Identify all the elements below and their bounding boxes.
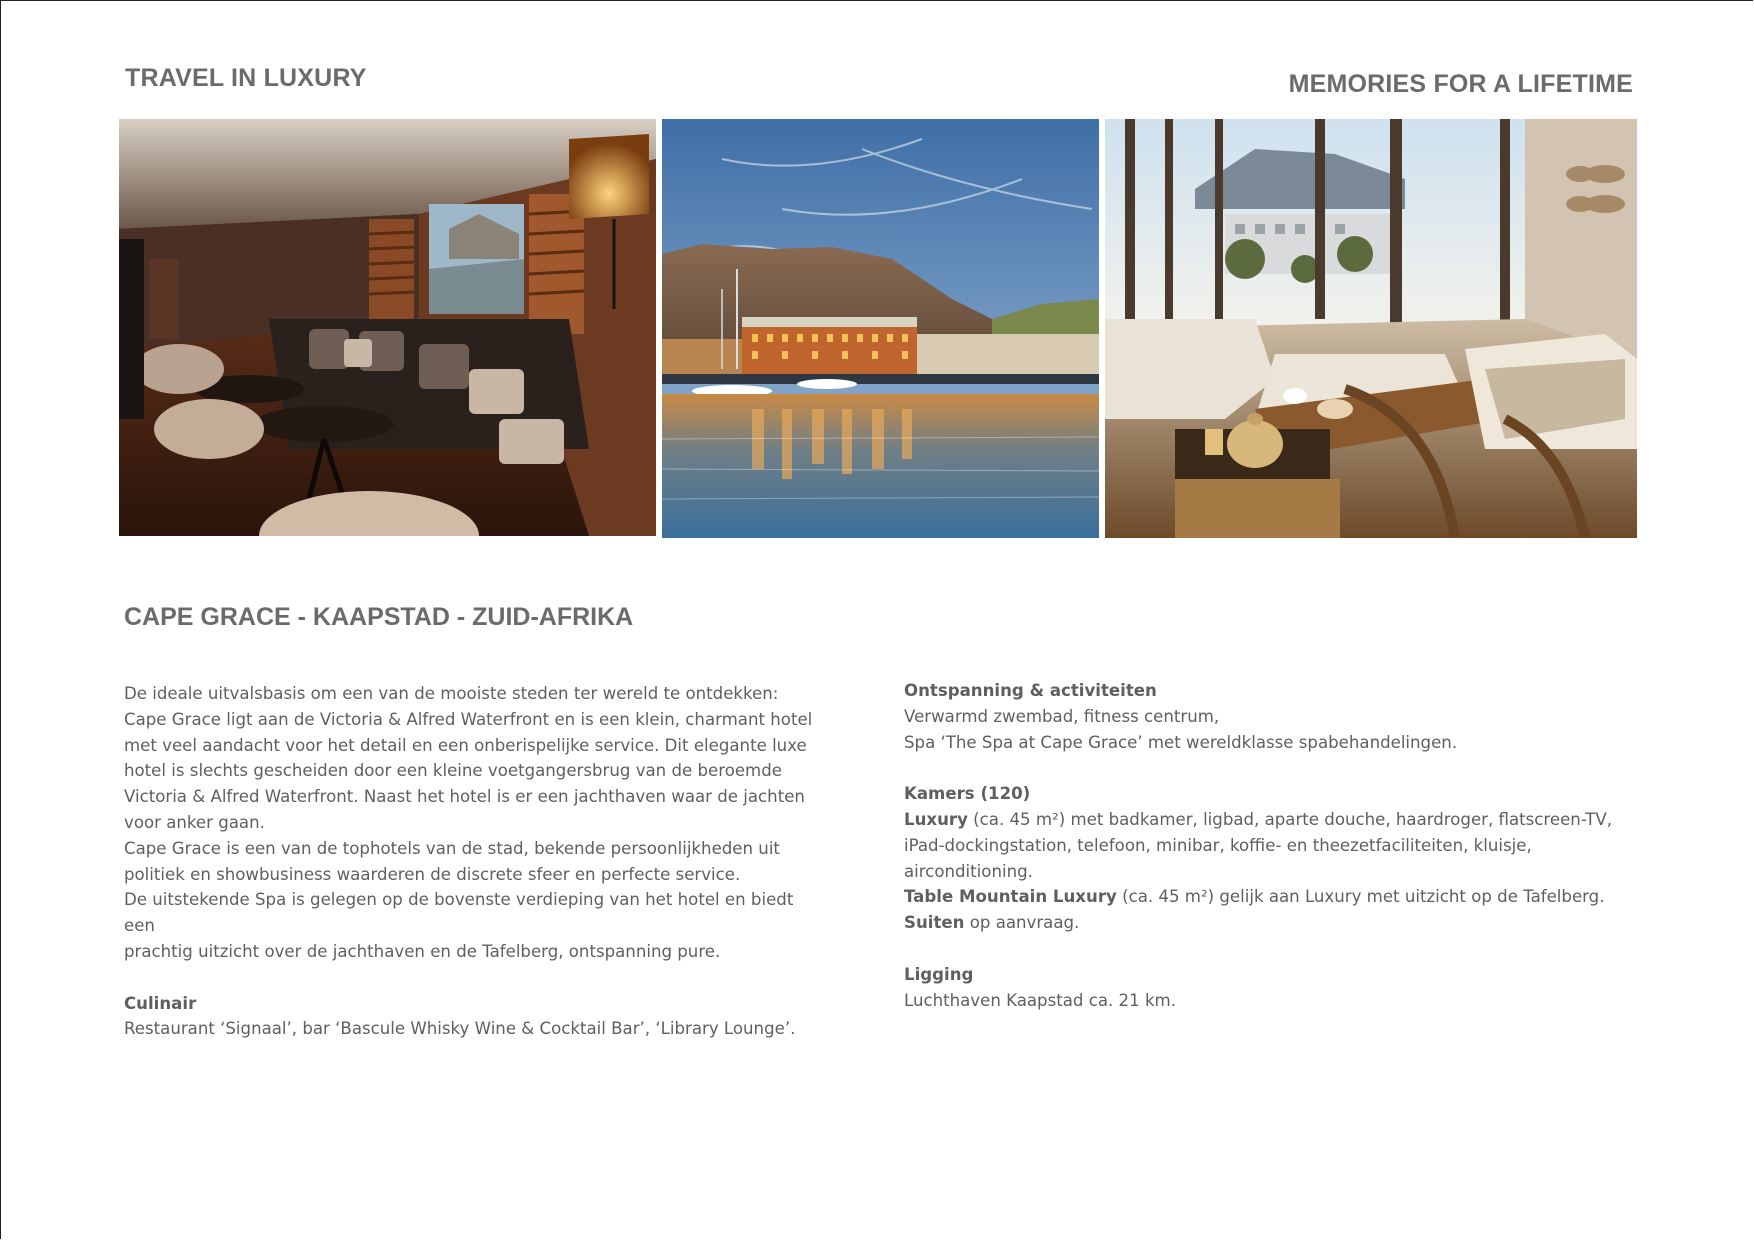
suiten-label: Suiten: [904, 913, 965, 933]
ontspanning-line: Verwarmd zwembad, fitness centrum,: [904, 706, 1220, 726]
intro-line: politiek en showbusiness waarderen de discrete sfeer en perfecte service.: [124, 864, 741, 884]
details-column: [904, 678, 1624, 1013]
kamers-heading: Kamers (120): [904, 784, 1031, 804]
luxury-text: airconditioning.: [904, 861, 1033, 881]
spa-photo: [1105, 119, 1637, 538]
table-mountain-text: (ca. 45 m²) gelijk aan Luxury met uitzicht op de Tafelberg.: [1116, 887, 1605, 907]
luxury-text: iPad-dockingstation, telefoon, minibar, koffie- en theezetfaciliteiten, kluisje,: [904, 835, 1532, 855]
intro-line: Cape Grace ligt aan de Victoria & Alfred Waterfront en is een klein, charmant hotel: [124, 709, 813, 729]
hotel-title: CAPE GRACE - KAAPSTAD - ZUID-AFRIKA: [124, 603, 634, 631]
intro-line: prachtig uitzicht over de jachthaven en de Tafelberg, ontspanning pure.: [124, 941, 721, 961]
intro-line: hotel is slechts gescheiden door een kleine voetgangersbrug van de beroemde: [124, 761, 782, 781]
intro-line: Victoria & Alfred Waterfront. Naast het hotel is er een jachthaven waar de jachten: [124, 787, 805, 807]
lounge-photo: [119, 119, 656, 536]
description-column: [124, 681, 824, 1042]
intro-line: voor anker gaan.: [124, 812, 265, 832]
luxury-text: (ca. 45 m²) met badkamer, ligbad, aparte douche, haardroger, flatscreen-TV,: [967, 809, 1613, 829]
culinair-heading: Culinair: [124, 993, 197, 1013]
ontspanning-heading: Ontspanning & activiteiten: [904, 681, 1157, 700]
ontspanning-line: Spa ‘The Spa at Cape Grace’ met wereldklasse spabehandelingen.: [904, 732, 1458, 752]
ligging-heading: Ligging: [904, 964, 974, 984]
ligging-text: Luchthaven Kaapstad ca. 21 km.: [904, 990, 1176, 1010]
intro-line: De ideale uitvalsbasis om een van de mooiste steden ter wereld te ontdekken:: [124, 684, 779, 703]
intro-line: met veel aandacht voor het detail en een onberispelijke service. Dit elegante luxe: [124, 735, 807, 755]
header-tagline-right: MEMORIES FOR A LIFETIME: [1288, 70, 1633, 98]
table-mountain-label: Table Mountain Luxury: [904, 887, 1117, 907]
luxury-label: Luxury: [904, 809, 968, 829]
waterfront-photo: [662, 119, 1099, 538]
intro-line: De uitstekende Spa is gelegen op de bovenste verdieping van het hotel en biedt een: [124, 890, 794, 936]
culinair-text: Restaurant ‘Signaal’, bar ‘Bascule Whisky Wine & Cocktail Bar’, ‘Library Lounge’.: [124, 1019, 796, 1039]
header-tagline-left: TRAVEL IN LUXURY: [125, 64, 367, 92]
suiten-text: op aanvraag.: [964, 913, 1080, 933]
intro-line: Cape Grace is een van de tophotels van de stad, bekende persoonlijkheden uit: [124, 838, 780, 858]
